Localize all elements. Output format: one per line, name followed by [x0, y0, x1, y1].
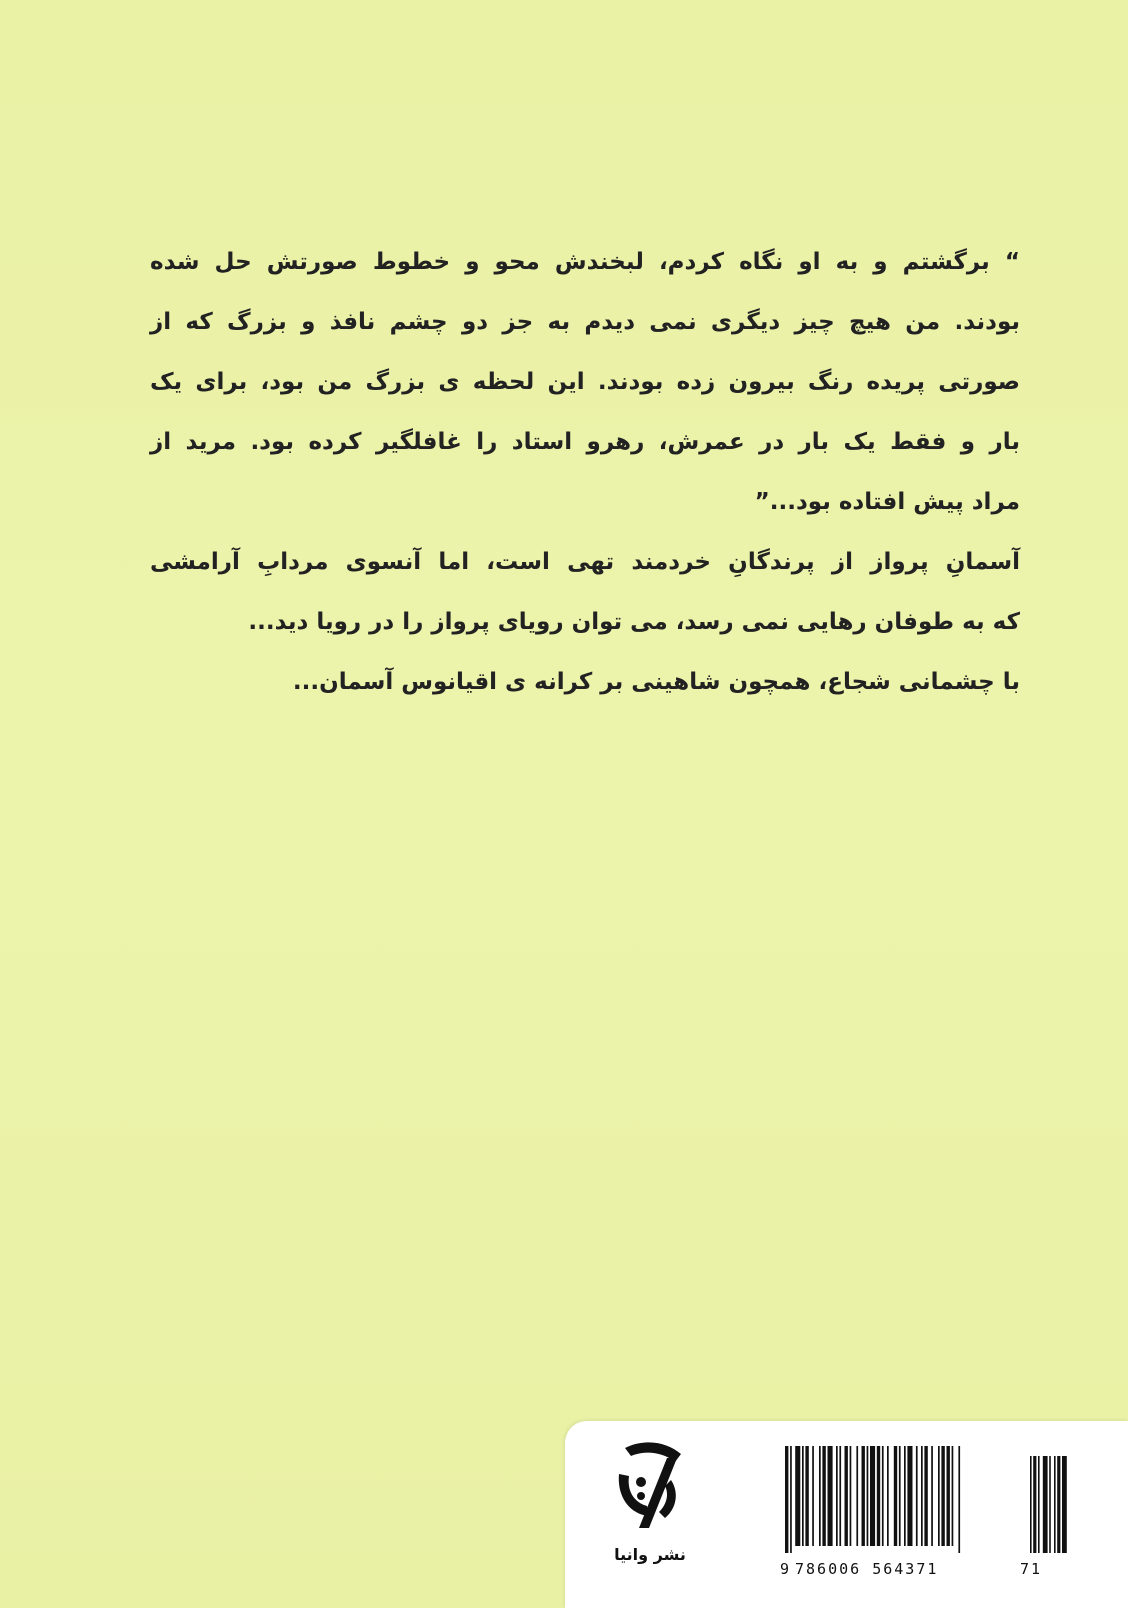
- barcode-addon-bar: [1038, 1456, 1040, 1553]
- blurb-line-6: آسمانِ پرواز از پرندگانِ خردمند تهی است، اما آنسوی مردابِ آرامشی: [150, 549, 1020, 575]
- isbn-digit-first: 9: [780, 1560, 792, 1578]
- blurb-line-2: بودند. من هیچ چیز دیگری نمی دیدم به جز دو چشم نافذ و بزرگ که از: [150, 309, 1020, 335]
- barcode-addon-bar: [1043, 1456, 1048, 1553]
- barcode-bar: [850, 1446, 852, 1546]
- barcode-bar: [916, 1446, 918, 1546]
- blurb-line-4: بار و فقط یک بار در عمرش، رهرو استاد را غافلگیر کرده بود. مرید از: [150, 429, 1020, 455]
- barcode-bar: [938, 1446, 940, 1546]
- barcode-bar: [931, 1446, 933, 1546]
- barcode-bar: [941, 1446, 944, 1546]
- barcode-addon-bar: [1057, 1456, 1060, 1553]
- barcode-bar: [828, 1446, 833, 1546]
- barcode-bar: [795, 1446, 800, 1546]
- isbn-digits: [780, 1560, 1070, 1582]
- barcode-addon-bar: [1033, 1456, 1036, 1553]
- barcode-addon-bar: [1049, 1456, 1051, 1553]
- publisher-name: نشر وانیا: [614, 1545, 686, 1564]
- barcode-bar: [845, 1446, 848, 1546]
- barcode-bar: [877, 1446, 880, 1546]
- barcode-bar: [921, 1446, 923, 1546]
- blurb-text: [150, 232, 1020, 712]
- isbn-barcode: [785, 1446, 1068, 1553]
- barcode-bar: [790, 1446, 792, 1553]
- isbn-digits-main: 786006 564371: [795, 1560, 939, 1578]
- barcode-addon-bar: [1054, 1456, 1056, 1553]
- barcode-bar: [856, 1446, 858, 1546]
- barcode-bar: [819, 1446, 821, 1546]
- barcode-bar: [867, 1446, 869, 1546]
- barcode-bar: [839, 1446, 841, 1546]
- barcode-addon-bar: [1030, 1456, 1032, 1553]
- blurb-line-5: مراد پیش افتاده بود...”: [754, 489, 1020, 515]
- blurb-line-7: که به طوفان رهایی نمی رسد، می توان رویای پرواز را در رویا دید...: [248, 609, 1020, 635]
- barcode-bar: [894, 1446, 897, 1546]
- barcode-bar: [952, 1446, 954, 1546]
- barcode-bar: [882, 1446, 884, 1546]
- barcode-bar: [805, 1446, 808, 1546]
- isbn-digits-addon: 71: [1020, 1560, 1043, 1578]
- barcode-bar: [887, 1446, 889, 1546]
- barcode-bar: [899, 1446, 901, 1546]
- barcode-bar: [870, 1446, 875, 1546]
- publisher-logo-icon: [605, 1436, 695, 1536]
- barcode-bar: [812, 1446, 814, 1546]
- barcode-addon-bar: [1062, 1456, 1067, 1553]
- blurb-line-1: “ برگشتم و به او نگاه کردم، لبخندش محو و خطوط صورتش حل شده: [150, 249, 1020, 275]
- barcode-bar: [904, 1446, 906, 1546]
- barcode-bar: [924, 1446, 927, 1546]
- blurb-line-8: با چشمانی شجاع، همچون شاهینی بر کرانه ی اقیانوس آسمان...: [292, 669, 1020, 695]
- barcode-bar: [958, 1446, 960, 1553]
- barcode-bar: [822, 1446, 825, 1546]
- barcode-bar: [947, 1446, 950, 1546]
- barcode-bar: [836, 1446, 838, 1546]
- barcode-bar: [802, 1446, 804, 1546]
- barcode-bar: [785, 1446, 788, 1553]
- barcode-bar: [907, 1446, 912, 1546]
- blurb-line-3: صورتی پریده رنگ بیرون زده بودند. این لحظه ی بزرگ من بود، برای یک: [150, 369, 1020, 395]
- barcode-bar: [862, 1446, 865, 1546]
